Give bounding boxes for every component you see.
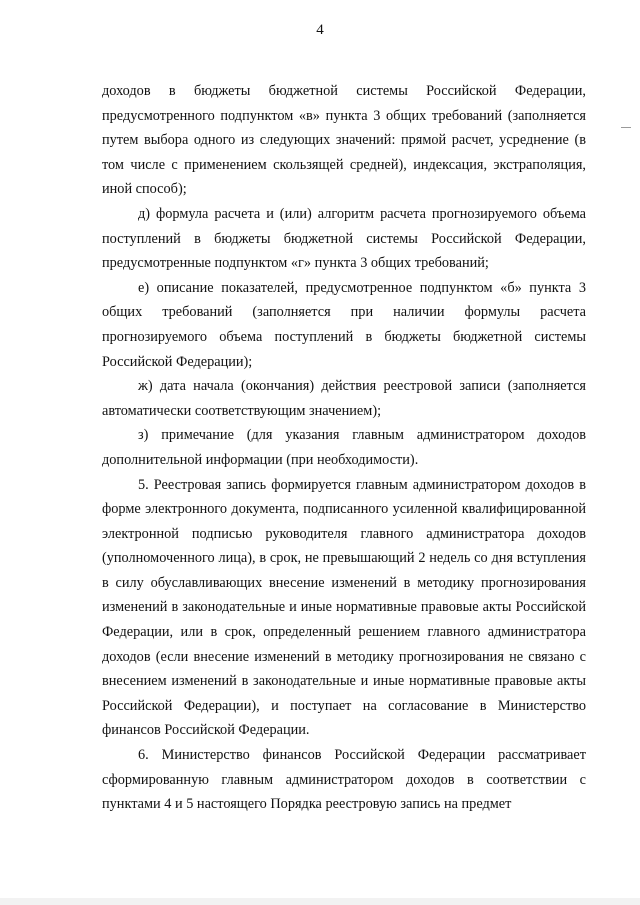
paragraph-item-e: е) описание показателей, предусмотренное подпунктом «б» пункта 3 общих требований (заполняется при наличии формулы расчета прогнозируемого объема поступлений в бюджеты бюджетной системы Российской Федерации); (102, 279, 586, 370)
scan-mark (621, 127, 631, 128)
paragraph-clause-5: 5. Реестровая запись формируется главным администратором доходов в форме электронного документа, подписанного усиленной квалифицированной электронной подписью руководителя главного администратора доходов (уполномоченного лица), в срок, не превышающий 2 недель со дня вступления в силу обуславливающих внесение изменений в методику прогнозирования изменений в законодательные и иные нормативные правовые акты Российской Федерации, или в срок, определенный решением главного администратора доходов (если внесение изменений в методику прогнозирования не связано с внесением изменений в законодательные и иные нормативные правовые акты Российской Федерации), и поступает на согласование в Министерство финансов Российской Федерации. (102, 476, 586, 739)
paragraph-item-zh: ж) дата начала (окончания) действия реестровой записи (заполняется автоматически соответствующим значением); (102, 378, 586, 419)
document-body (102, 79, 586, 817)
paragraph-clause-6: 6. Министерство финансов Российской Федерации рассматривает сформированную главным администратором доходов в соответствии с пунктами 4 и 5 настоящего Порядка реестровую запись на предмет (102, 747, 586, 813)
paragraph-continuation: доходов в бюджеты бюджетной системы Российской Федерации, предусмотренного подпунктом «в» пункта 3 общих требований (заполняется путем выбора одного из следующих значений: прямой расчет, усреднение (в том числе с применением скользящей средней), индексация, экстраполяция, иной способ); (102, 83, 586, 198)
page-number: 4 (316, 22, 324, 38)
scan-bottom-edge (0, 898, 640, 905)
paragraph-item-d: д) формула расчета и (или) алгоритм расчета прогнозируемого объема поступлений в бюджеты бюджетной системы Российской Федерации, предусмотренные подпунктом «г» пункта 3 общих требований; (102, 205, 586, 272)
paragraph-item-z: з) примечание (для указания главным администратором доходов дополнительной информации (при необходимости). (102, 427, 586, 468)
